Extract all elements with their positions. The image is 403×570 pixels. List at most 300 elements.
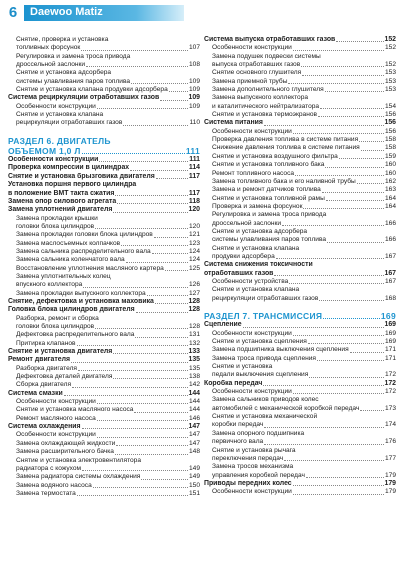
entry-page-number: 109 xyxy=(188,86,200,94)
toc-entry xyxy=(8,381,200,389)
toc-entry xyxy=(8,265,200,273)
entry-title: управления коробкой передач xyxy=(212,471,305,479)
entry-page-number: 172 xyxy=(384,371,396,379)
toc-entry xyxy=(204,472,396,480)
toc-entry xyxy=(8,440,200,448)
toc-entry xyxy=(204,438,396,446)
dot-leader xyxy=(289,283,384,284)
toc-entry xyxy=(204,463,396,471)
entry-page-number: 118 xyxy=(188,197,200,205)
toc-entry xyxy=(8,406,200,414)
entry-title: Снятие и установка клапана продувки адсорбера xyxy=(16,86,168,94)
entry-title: Снятие и установка двигателя xyxy=(8,348,113,356)
entry-title: Головка блока цилиндров двигателя xyxy=(8,306,135,314)
entry-title: Система смазки xyxy=(8,389,63,397)
entry-page-number: 128 xyxy=(188,323,200,330)
dot-leader xyxy=(360,410,384,411)
entry-title: отработавших газов xyxy=(204,269,274,277)
entry-title: Ремонт масляного насоса xyxy=(16,414,96,422)
dot-leader xyxy=(72,387,188,388)
entry-page-number: 111 xyxy=(185,146,200,157)
dot-leader xyxy=(326,200,384,201)
toc-entry xyxy=(204,295,396,303)
entry-title: топливных форсунок xyxy=(16,44,81,52)
dot-leader xyxy=(113,378,188,379)
entry-title: Особенности конструкции xyxy=(16,398,96,406)
entry-title: Замена прокладки выпускного коллектора xyxy=(16,289,146,297)
entry-title: Замена прокладки головки блока цилиндров xyxy=(16,231,153,239)
dot-leader xyxy=(126,262,188,263)
dot-leader xyxy=(136,312,188,313)
entry-title: Система питания xyxy=(204,119,263,127)
entry-page-number: 123 xyxy=(188,239,200,247)
toc-entry xyxy=(8,103,200,111)
toc-entry xyxy=(204,44,396,52)
toc-chapter-entry xyxy=(8,94,200,102)
dot-leader xyxy=(301,66,384,67)
entry-page-number: 160 xyxy=(384,161,396,169)
toc-entry xyxy=(8,256,200,264)
entry-title: Замена уплотнительных колец xyxy=(16,272,111,280)
entry-page-number: 168 xyxy=(384,294,396,302)
entry-title: Особенности устройства xyxy=(212,277,289,285)
dot-leader xyxy=(93,487,188,488)
toc-entry xyxy=(204,61,396,69)
toc-chapter-entry xyxy=(8,156,200,164)
dot-leader xyxy=(293,494,384,495)
entry-title: Замена прокладки крышки xyxy=(16,214,98,222)
entry-page-number: 110 xyxy=(189,119,200,127)
dot-leader xyxy=(78,370,188,371)
entry-title: Коробка передач xyxy=(204,379,263,387)
dot-leader xyxy=(359,141,384,142)
dot-leader xyxy=(165,270,188,271)
entry-page-number: 135 xyxy=(188,356,200,364)
dot-leader xyxy=(320,108,384,109)
entry-title: Особенности конструкции xyxy=(8,156,99,164)
entry-page-number: 169 xyxy=(384,329,396,337)
entry-title: Ремонт двигателя xyxy=(8,356,70,364)
entry-title: Замена сальника коленчатого вала xyxy=(16,256,125,264)
entry-title: Замена водяного насоса xyxy=(16,481,92,489)
toc-entry xyxy=(8,44,200,52)
entry-title: впускного коллектора xyxy=(16,281,83,289)
entry-page-number: 147 xyxy=(188,423,200,431)
dot-leader xyxy=(317,360,384,361)
entry-title: Снятие и установка адсорбера xyxy=(212,227,308,235)
dot-leader xyxy=(295,175,384,176)
entry-page-number: 109 xyxy=(188,94,200,102)
entry-page-number: 167 xyxy=(384,252,396,260)
entry-title: ОБЪЕМОМ 1,0 Л xyxy=(8,146,81,157)
toc-entry xyxy=(204,195,396,203)
entry-title: Замена радиатора системы охлаждения xyxy=(16,473,141,481)
entry-page-number: 128 xyxy=(188,306,200,314)
entry-page-number: 144 xyxy=(188,389,200,397)
entry-page-number: 154 xyxy=(384,102,396,110)
dot-leader xyxy=(115,195,187,196)
toc-entry xyxy=(204,111,396,119)
header-band xyxy=(24,5,184,21)
entry-page-number: 148 xyxy=(188,448,200,456)
entry-page-number: 133 xyxy=(188,348,200,356)
dot-leader xyxy=(327,242,384,243)
toc-entry xyxy=(204,405,396,413)
toc-entry xyxy=(8,231,200,239)
toc-entry xyxy=(204,371,396,379)
entry-page-number: 149 xyxy=(188,464,200,472)
entry-page-number: 167 xyxy=(384,277,396,285)
entry-page-number: 174 xyxy=(384,421,396,429)
dot-leader xyxy=(288,83,384,84)
entry-title: Сцепление xyxy=(204,321,242,329)
entry-title: коробки передач xyxy=(212,421,264,429)
entry-title: Снятие и установка масляного насоса xyxy=(16,406,134,414)
dot-leader xyxy=(82,470,188,471)
toc-entry xyxy=(204,330,396,338)
entry-title: Снятие, дефектовка и установка маховика xyxy=(8,297,154,305)
dot-leader xyxy=(274,275,383,276)
toc-entry xyxy=(204,245,396,253)
entry-title: Замена и ремонт датчиков топлива xyxy=(212,186,321,194)
dot-leader xyxy=(293,133,384,134)
dot-leader xyxy=(339,158,384,159)
entry-title: системы улавливания паров топлива xyxy=(16,77,131,85)
toc-entry xyxy=(204,278,396,286)
entry-title: Особенности конструкции xyxy=(212,388,292,396)
dot-leader xyxy=(97,420,188,421)
dot-leader xyxy=(322,192,384,193)
entry-title: и каталитического нейтрализатора xyxy=(212,102,320,110)
entry-title: Снижение давления топлива в системе питания xyxy=(212,144,360,152)
dot-leader xyxy=(130,170,188,171)
toc-entry xyxy=(204,447,396,455)
dot-leader xyxy=(325,167,384,168)
dot-leader xyxy=(77,345,188,346)
dot-leader xyxy=(82,428,188,429)
toc-entry xyxy=(8,78,200,86)
entry-title: Снятие основного глушителя xyxy=(212,69,302,77)
toc-entry xyxy=(204,78,396,86)
entry-page-number: 169 xyxy=(384,338,396,346)
entry-title: Проверка компрессии в цилиндрах xyxy=(8,164,130,172)
dot-leader xyxy=(323,318,380,319)
entry-title: Снятие и установка адсорбера xyxy=(16,69,112,77)
dot-leader xyxy=(71,362,188,363)
dot-leader xyxy=(350,352,384,353)
entry-page-number: 162 xyxy=(384,177,396,185)
toc-entry xyxy=(8,315,200,323)
entry-title: Система охлаждения xyxy=(8,423,81,431)
dot-leader xyxy=(147,295,188,296)
entry-title: Дефектовка распределительного вала xyxy=(16,331,135,339)
entry-page-number: 144 xyxy=(188,406,200,414)
toc-entry xyxy=(8,331,200,339)
toc-entry xyxy=(8,323,200,331)
dot-leader xyxy=(318,116,384,117)
entry-page-number: 172 xyxy=(384,388,396,396)
dot-leader xyxy=(156,178,188,179)
entry-page-number: 120 xyxy=(188,222,200,230)
entry-page-number: 169 xyxy=(384,321,396,329)
toc-entry xyxy=(8,365,200,373)
entry-page-number: 146 xyxy=(188,414,200,422)
entry-page-number: 120 xyxy=(188,206,200,214)
entry-page-number: 142 xyxy=(188,381,200,389)
entry-title: Замена подушек подвески системы xyxy=(212,52,321,60)
toc-entry xyxy=(8,482,200,490)
entry-title: Замена охлаждающей жидкости xyxy=(16,439,116,447)
entry-page-number: 117 xyxy=(188,189,200,197)
entry-title: Снятие и установка клапана xyxy=(212,244,300,252)
dot-leader xyxy=(81,50,188,51)
toc-entry xyxy=(204,253,396,261)
toc-entry xyxy=(204,388,396,396)
toc-entry xyxy=(8,431,200,439)
entry-page-number: 114 xyxy=(188,164,200,172)
entry-page-number: 164 xyxy=(384,202,396,210)
entry-title: Снятие и установка термоэкранов xyxy=(212,111,318,119)
toc-entry xyxy=(204,413,396,421)
entry-page-number: 156 xyxy=(384,127,396,135)
toc-entry xyxy=(204,86,396,94)
entry-page-number: 152 xyxy=(384,44,396,52)
entry-title: Проверка давления топлива в системе питания xyxy=(212,136,359,144)
toc-chapter-entry xyxy=(8,181,200,189)
toc-entry xyxy=(8,340,200,348)
toc-chapter-entry xyxy=(204,36,396,44)
entry-title: выпуска отработавших газов xyxy=(212,61,301,69)
entry-page-number: 158 xyxy=(384,136,396,144)
entry-page-number: 171 xyxy=(384,346,396,354)
book-title: Daewoo Matiz xyxy=(30,6,103,18)
dot-leader xyxy=(325,91,384,92)
entry-title: Снятие и установка механической xyxy=(212,413,318,421)
toc-chapter-entry xyxy=(204,261,396,269)
entry-title: Регулировка и замена троса привода xyxy=(212,211,327,219)
toc-entry xyxy=(8,473,200,481)
dot-leader xyxy=(64,395,188,396)
dot-leader xyxy=(141,479,188,480)
toc-entry xyxy=(8,281,200,289)
dot-leader xyxy=(264,125,384,126)
entry-title: Система снижения токсичности xyxy=(204,261,313,269)
entry-title: Замена сальника распределительного вала xyxy=(16,247,151,255)
toc-entry xyxy=(8,53,200,61)
entry-title: Замена опорного подшипника xyxy=(212,429,305,437)
page-header xyxy=(0,0,403,26)
entry-title: Проверка и замена форсунок xyxy=(212,202,303,210)
dot-leader xyxy=(306,477,384,478)
entry-title: Снятие и установка рычага xyxy=(212,446,296,454)
dot-leader xyxy=(293,393,384,394)
entry-page-number: 159 xyxy=(384,152,396,160)
entry-page-number: 173 xyxy=(384,404,396,412)
entry-page-number: 152 xyxy=(384,36,396,43)
entry-title: Снятие и установка воздушного фильтра xyxy=(212,152,338,160)
toc-entry xyxy=(204,178,396,186)
toc-entry xyxy=(204,69,396,77)
dot-leader xyxy=(82,153,185,154)
entry-page-number: 126 xyxy=(188,281,200,289)
entry-title: Замена приемной трубы xyxy=(212,77,288,85)
dot-leader xyxy=(115,454,188,455)
entry-title: Замена опор силового агрегата xyxy=(8,197,117,205)
entry-page-number: 149 xyxy=(188,473,200,481)
entry-page-number: 167 xyxy=(384,269,396,277)
toc-chapter-entry xyxy=(204,321,396,329)
entry-title: Замена термостата xyxy=(16,489,76,497)
dot-leader xyxy=(282,225,384,226)
entry-title: Разборка, ремонт и сборка xyxy=(16,314,99,322)
entry-title: Особенности конструкции xyxy=(16,102,96,110)
toc-chapter-entry xyxy=(204,380,396,388)
toc-entry xyxy=(8,61,200,69)
entry-page-number: 127 xyxy=(188,289,200,297)
entry-title: в положение ВМТ такта сжатия xyxy=(8,189,115,197)
dot-leader xyxy=(123,125,188,126)
dot-leader xyxy=(135,337,188,338)
dot-leader xyxy=(264,427,384,428)
toc-entry xyxy=(8,128,200,136)
entry-page-number: 128 xyxy=(188,297,200,305)
entry-title: Восстановление уплотнения масляного картера xyxy=(16,264,164,272)
entry-title: Замена расширительного бачка xyxy=(16,448,114,456)
toc-entry xyxy=(8,448,200,456)
entry-title: системы улавливания паров топлива xyxy=(212,236,327,244)
toc-entry xyxy=(8,119,200,127)
toc-chapter-entry xyxy=(8,164,200,172)
toc-entry xyxy=(204,430,396,438)
entry-page-number: 171 xyxy=(384,354,396,362)
entry-title: Замена сальников приводов колес xyxy=(212,396,319,404)
entry-title: Снятие и установка клапана xyxy=(16,111,104,119)
entry-page-number: 179 xyxy=(384,471,396,479)
toc-entry xyxy=(204,203,396,211)
toc-chapter-entry xyxy=(8,198,200,206)
entry-title: Система выпуска отработавших газов xyxy=(204,36,336,43)
toc-entry xyxy=(204,396,396,404)
entry-page-number: 177 xyxy=(384,454,396,462)
dot-leader xyxy=(276,258,384,259)
toc-entry xyxy=(8,273,200,281)
dot-leader xyxy=(116,445,188,446)
toc-entry xyxy=(204,53,396,61)
entry-page-number: 109 xyxy=(188,102,200,110)
toc-entry xyxy=(204,170,396,178)
section-heading xyxy=(8,136,200,146)
entry-title: Разборка двигателя xyxy=(16,364,77,372)
toc-chapter-entry xyxy=(8,206,200,214)
entry-page-number: 166 xyxy=(384,219,396,227)
entry-page-number: 179 xyxy=(384,479,396,487)
dot-leader xyxy=(319,300,384,301)
entry-page-number: 117 xyxy=(188,172,200,180)
dot-leader xyxy=(243,327,384,328)
dot-leader xyxy=(169,91,188,92)
toc-entry xyxy=(8,290,200,298)
toc-entry xyxy=(204,153,396,161)
entry-page-number: 107 xyxy=(188,44,200,52)
entry-title: Ремонт топливного насоса xyxy=(212,169,295,177)
toc-entry xyxy=(204,338,396,346)
entry-title: Дефектовка деталей двигателя xyxy=(16,373,113,381)
toc-chapter-entry xyxy=(8,298,200,306)
entry-title: радиатора с кожухом xyxy=(16,464,82,472)
dot-leader xyxy=(293,335,384,336)
entry-page-number: 108 xyxy=(188,61,200,69)
entry-title: Замена подшипника выключения сцепления xyxy=(212,346,349,354)
dot-leader xyxy=(97,108,188,109)
dot-leader xyxy=(113,353,187,354)
toc-entry xyxy=(204,421,396,429)
dot-leader xyxy=(95,228,188,229)
entry-title: переключения передач xyxy=(212,454,284,462)
entry-title: Притирка клапанов xyxy=(16,339,76,347)
entry-title: РАЗДЕЛ 6. ДВИГАТЕЛЬ xyxy=(8,136,111,147)
toc-entry xyxy=(8,223,200,231)
toc-entry xyxy=(204,236,396,244)
toc-entry xyxy=(8,398,200,406)
entry-title: Снятие и установка брызговика двигателя xyxy=(8,172,155,180)
toc-entry xyxy=(204,228,396,236)
entry-page-number: 158 xyxy=(384,144,396,152)
entry-page-number: 152 xyxy=(384,61,396,69)
toc-entry xyxy=(204,363,396,371)
toc-entry xyxy=(204,94,396,102)
dot-leader xyxy=(83,287,188,288)
toc-entry xyxy=(8,69,200,77)
toc-chapter-entry xyxy=(8,173,200,181)
dot-leader xyxy=(86,66,188,67)
entry-title: Особенности конструкции xyxy=(212,329,292,337)
entry-title: Снятие, проверка и установка xyxy=(16,36,109,43)
toc-entry xyxy=(8,457,200,465)
entry-page-number: 125 xyxy=(188,264,200,272)
dot-leader xyxy=(361,150,384,151)
dot-leader xyxy=(134,412,188,413)
entry-page-number: 121 xyxy=(188,231,200,239)
dot-leader xyxy=(117,203,188,204)
entry-title: Снятие и установка топливной рамы xyxy=(212,194,325,202)
dot-leader xyxy=(160,100,187,101)
entry-title: педали выключения сцепления xyxy=(212,371,309,379)
toc-chapter-entry xyxy=(8,423,200,431)
toc-entry xyxy=(204,128,396,136)
entry-page-number: 135 xyxy=(188,364,200,372)
toc-entry xyxy=(204,346,396,354)
entry-title: первичного вала xyxy=(212,438,264,446)
toc-chapter-entry xyxy=(8,190,200,198)
toc-entry xyxy=(8,415,200,423)
entry-title: Особенности конструкции xyxy=(16,431,96,439)
entry-page-number: 151 xyxy=(188,489,200,497)
entry-title: Регулировка и замена троса привода xyxy=(16,52,131,60)
toc-chapter-entry xyxy=(204,270,396,278)
toc-entry xyxy=(204,355,396,363)
dot-leader xyxy=(309,377,384,378)
entry-title: Замена дополнительного глушителя xyxy=(212,86,324,94)
entry-page-number: 111 xyxy=(189,156,200,164)
entry-page-number: 131 xyxy=(188,331,200,339)
toc-entry xyxy=(204,455,396,463)
dot-leader xyxy=(131,83,188,84)
entry-title: Замена троса привода сцепления xyxy=(212,354,317,362)
entry-page-number: 109 xyxy=(188,77,200,85)
toc-entry xyxy=(8,465,200,473)
entry-title: Снятие и установка топливного бака xyxy=(212,161,325,169)
dot-leader xyxy=(152,253,188,254)
